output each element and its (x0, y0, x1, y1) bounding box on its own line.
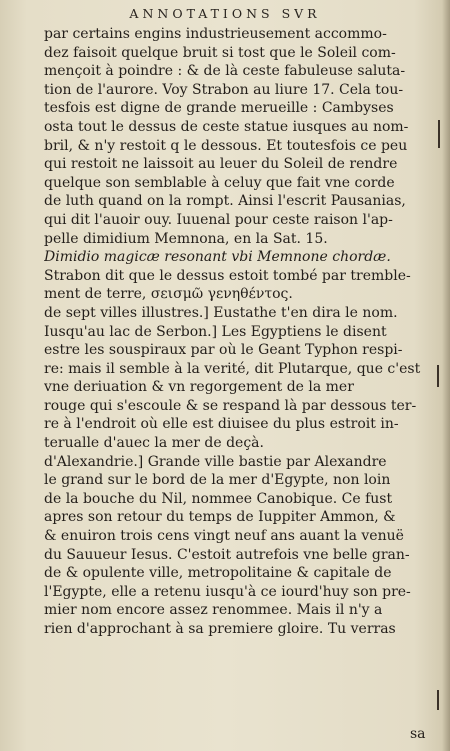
text-line: l'Egypte, elle a retenu iusqu'à ce iourd'huy son pre- (44, 583, 411, 600)
text-line: du Sauueur Iesus. C'estoit autrefois vne belle gran- (44, 546, 410, 563)
text-line: mençoit à poindre : & de là ceste fabuleuse saluta- (44, 63, 406, 80)
text-line: ment de terre, σεισμῶ γενηθέντος. (44, 286, 293, 303)
text-line: dez faisoit quelque bruit si tost que le Soleil com- (44, 44, 396, 61)
text-line: rien d'approchant à sa premiere gloire. Tu verras (44, 621, 396, 637)
text-line: & enuiron trois cens vingt neuf ans auant la venuë (44, 528, 404, 545)
text-line: de & opulente ville, metropolitaine & capitale de (44, 565, 392, 582)
text-line: qui dit l'auoir ouy. Iuuenal pour ceste raison l'ap- (44, 211, 393, 228)
text-block (44, 25, 436, 639)
margin-mark (438, 120, 440, 148)
margin-mark (437, 365, 439, 387)
verse-quotation: Dimidio magicæ resonant vbi Memnone chordæ. (44, 249, 391, 266)
text-line: Strabon dit que le dessus estoit tombé par tremble- (44, 267, 411, 284)
catchword: sa (410, 726, 426, 742)
text-line: re à l'endroit où elle est diuisee du plus estroit in- (44, 416, 399, 433)
text-line: qui restoit ne laissoit au leuer du Soleil de rendre (44, 156, 398, 173)
text-line: vne deriuation & vn regorgement de la mer (44, 379, 354, 396)
text-line: pelle dimidium Memnona, en la Sat. 15. (44, 230, 328, 247)
text-line: tion de l'aurore. Voy Strabon au liure 17. Cela tou- (44, 81, 404, 98)
text-line: le grand sur le bord de la mer d'Egypte, non loin (44, 472, 391, 489)
text-line: rouge qui s'escoule & se respand là par dessous ter- (44, 397, 417, 414)
text-line: tesfois est digne de grande merueille : Cambyses (44, 100, 394, 117)
text-line: osta tout le dessus de ceste statue iusques au nom- (44, 118, 409, 135)
text-line: par certains engins industrieusement accommo- (44, 26, 387, 42)
text-line: de luth quand on la rompt. Ainsi l'escrit Pausanias, (44, 193, 406, 210)
margin-mark (437, 690, 439, 710)
text-line: terualle d'auec la mer de deçà. (44, 435, 264, 452)
text-line: apres son retour du temps de Iuppiter Ammon, & (44, 509, 396, 526)
annotation-lemma-line: de sept villes illustres.] Eustathe t'en dira le nom. (44, 304, 398, 321)
text-line: re: mais il semble à la verité, dit Plutarque, que c'est (44, 360, 421, 377)
text-line: mier nom encore assez renommee. Mais il n'y a (44, 602, 383, 619)
text-line: bril, & n'y restoit q le dessous. Et toutesfois ce peu (44, 137, 408, 154)
annotation-lemma-line: d'Alexandrie.] Grande ville bastie par Alexandre (44, 453, 387, 470)
annotation-lemma-line: Iusqu'au lac de Serbon.] Les Egyptiens le disent (44, 323, 387, 340)
text-line: de la bouche du Nil, nommee Canobique. Ce fust (44, 490, 393, 507)
text-line: estre les souspiraux par où le Geant Typhon respi- (44, 342, 403, 359)
text-line: quelque son semblable à celuy que fait vne corde (44, 174, 395, 191)
running-head: ANNOTATIONS SVR (129, 6, 321, 21)
